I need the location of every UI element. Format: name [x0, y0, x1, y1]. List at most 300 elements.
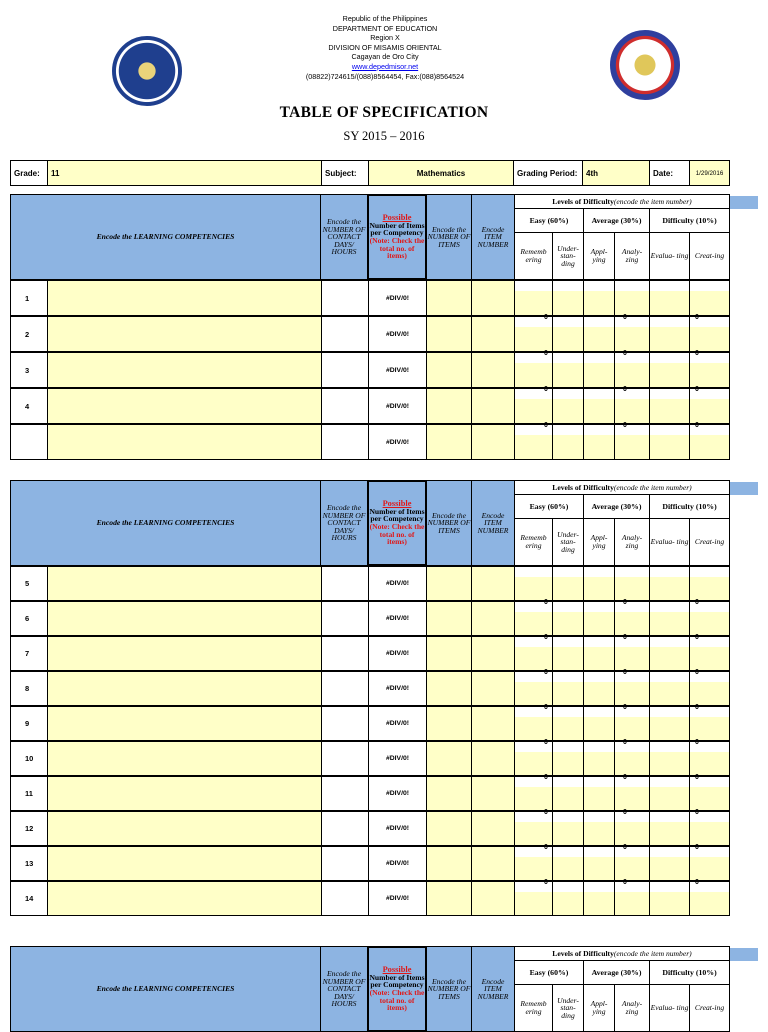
zero-value: 0 — [623, 774, 627, 781]
header-levels-of-difficulty — [514, 946, 730, 961]
number-of-items-field[interactable] — [426, 566, 472, 601]
level-cell[interactable] — [583, 424, 615, 460]
level-cell[interactable] — [583, 388, 615, 424]
zero-value: 0 — [544, 704, 548, 711]
competency-field[interactable] — [47, 280, 322, 316]
possible-items-value: #DIV/0! — [368, 388, 427, 424]
row-number: 10 — [10, 741, 48, 776]
header-possible-items — [367, 194, 427, 280]
zero-value: 0 — [544, 669, 548, 676]
table-row — [10, 636, 730, 671]
level-cell[interactable] — [614, 601, 650, 636]
level-cell[interactable] — [689, 280, 730, 316]
zero-value: 0 — [623, 879, 627, 886]
level-cell[interactable] — [689, 811, 730, 846]
levels-title-text: Levels of Difficulty — [552, 482, 614, 492]
zero-value: 0 — [695, 422, 699, 429]
level-cell[interactable] — [583, 601, 615, 636]
letterhead-line: DEPARTMENT OF EDUCATION — [332, 23, 438, 33]
header-levels-of-difficulty — [514, 480, 730, 495]
possible-items-value: #DIV/0! — [368, 316, 427, 352]
competency-field[interactable] — [47, 706, 322, 741]
header-extra-tab — [730, 482, 758, 495]
contact-hours-field[interactable] — [321, 316, 369, 352]
level-cell[interactable] — [583, 811, 615, 846]
level-cell[interactable] — [552, 388, 584, 424]
number-of-items-field[interactable] — [426, 424, 472, 460]
level-cell[interactable] — [689, 566, 730, 601]
number-of-items-field[interactable] — [426, 388, 472, 424]
header-item-number: Encode ITEM NUMBER — [471, 194, 515, 280]
header-applying: Appl- ying — [583, 518, 615, 566]
level-cell[interactable] — [514, 636, 553, 671]
possible-items-value: #DIV/0! — [368, 671, 427, 706]
level-cell[interactable] — [649, 388, 690, 424]
level-cell[interactable] — [649, 846, 690, 881]
level-cell[interactable] — [689, 388, 730, 424]
level-cell[interactable] — [583, 352, 615, 388]
level-cell[interactable] — [614, 566, 650, 601]
number-of-items-field[interactable] — [426, 706, 472, 741]
level-cell[interactable] — [583, 741, 615, 776]
row-number: 4 — [10, 388, 48, 424]
header-levels-of-difficulty — [514, 194, 730, 209]
item-number-field[interactable] — [471, 352, 515, 388]
level-cell[interactable] — [514, 811, 553, 846]
zero-value: 0 — [695, 704, 699, 711]
competency-field[interactable] — [47, 636, 322, 671]
school-year: SY 2015 – 2016 — [343, 129, 425, 143]
header-analyzing: Analy- zing — [614, 518, 650, 566]
item-number-field[interactable] — [471, 671, 515, 706]
possible-title: Possible — [382, 965, 412, 975]
header-remembering: Rememb ering — [514, 984, 553, 1032]
header-applying: Appl- ying — [583, 232, 615, 280]
header-remembering: Rememb ering — [514, 232, 553, 280]
document-title: TABLE OF SPECIFICATION — [279, 104, 489, 121]
possible-items-value: #DIV/0! — [368, 776, 427, 811]
level-cell[interactable] — [649, 881, 690, 916]
number-of-items-field[interactable] — [426, 636, 472, 671]
level-cell[interactable] — [552, 706, 584, 741]
level-cell[interactable] — [649, 352, 690, 388]
contact-hours-field[interactable] — [321, 776, 369, 811]
grading-period-label: Grading Period: — [513, 160, 583, 186]
item-number-field[interactable] — [471, 280, 515, 316]
competency-field[interactable] — [47, 316, 322, 352]
item-number-field[interactable] — [471, 601, 515, 636]
header-creating: Creat-ing — [689, 232, 730, 280]
level-cell[interactable] — [689, 601, 730, 636]
level-cell[interactable] — [614, 881, 650, 916]
zero-value: 0 — [623, 669, 627, 676]
header-difficulty: Difficulty (10%) — [649, 494, 730, 519]
zero-value: 0 — [695, 774, 699, 781]
possible-items-value: #DIV/0! — [368, 811, 427, 846]
zero-value: 0 — [695, 844, 699, 851]
level-cell[interactable] — [689, 706, 730, 741]
level-cell[interactable] — [649, 636, 690, 671]
zero-value: 0 — [623, 386, 627, 393]
item-number-field[interactable] — [471, 388, 515, 424]
header-evaluating: Evalua- ting — [649, 518, 690, 566]
level-cell[interactable] — [552, 741, 584, 776]
zero-value: 0 — [544, 634, 548, 641]
zero-value: 0 — [695, 386, 699, 393]
zero-value: 0 — [623, 350, 627, 357]
level-cell[interactable] — [514, 566, 553, 601]
level-cell[interactable] — [614, 776, 650, 811]
level-cell[interactable] — [649, 811, 690, 846]
level-cell[interactable] — [614, 811, 650, 846]
letterhead-line: Republic of the Philippines — [342, 14, 428, 23]
contact-hours-field[interactable] — [321, 881, 369, 916]
level-cell[interactable] — [552, 636, 584, 671]
competency-field[interactable] — [47, 776, 322, 811]
level-cell[interactable] — [689, 776, 730, 811]
level-cell[interactable] — [514, 280, 553, 316]
level-cell[interactable] — [614, 424, 650, 460]
row-number: 12 — [10, 811, 48, 846]
competency-field[interactable] — [47, 601, 322, 636]
levels-note: (encode the item number) — [613, 196, 692, 206]
item-number-field[interactable] — [471, 811, 515, 846]
level-cell[interactable] — [614, 741, 650, 776]
competency-field[interactable] — [47, 741, 322, 776]
row-number: 7 — [10, 636, 48, 671]
level-cell[interactable] — [649, 316, 690, 352]
zero-value: 0 — [544, 350, 548, 357]
contact-hours-field[interactable] — [321, 424, 369, 460]
level-cell[interactable] — [514, 388, 553, 424]
possible-items-value: #DIV/0! — [368, 352, 427, 388]
level-cell[interactable] — [649, 776, 690, 811]
level-cell[interactable] — [689, 881, 730, 916]
level-cell[interactable] — [552, 671, 584, 706]
row-number: 13 — [10, 846, 48, 881]
letterhead-line: Cagayan de Oro City — [351, 52, 419, 62]
contact-hours-field[interactable] — [321, 706, 369, 741]
level-cell[interactable] — [552, 811, 584, 846]
header-average: Average (30%) — [583, 208, 650, 233]
row-number: 6 — [10, 601, 48, 636]
possible-note: (Note: Check the total no. of items) — [369, 988, 425, 1013]
competency-field[interactable] — [47, 846, 322, 881]
competency-field[interactable] — [47, 566, 322, 601]
header-item-number: Encode ITEM NUMBER — [471, 480, 515, 566]
contact-hours-field[interactable] — [321, 811, 369, 846]
header-possible-items — [367, 946, 427, 1032]
level-cell[interactable] — [552, 566, 584, 601]
level-cell[interactable] — [514, 352, 553, 388]
level-cell[interactable] — [649, 601, 690, 636]
zero-value: 0 — [623, 809, 627, 816]
header-number-of-items: Encode the NUMBER OF ITEMS — [426, 946, 472, 1032]
level-cell[interactable] — [514, 601, 553, 636]
header-easy: Easy (60%) — [514, 208, 584, 233]
row-number: 1 — [10, 280, 48, 316]
header-learning-competencies: Encode the LEARNING COMPETENCIES — [10, 946, 321, 1032]
possible-items-value: #DIV/0! — [368, 424, 427, 460]
header-analyzing: Analy- zing — [614, 232, 650, 280]
level-cell[interactable] — [583, 881, 615, 916]
zero-value: 0 — [623, 844, 627, 851]
possible-body: Number of Items per Competency — [369, 220, 425, 238]
level-cell[interactable] — [649, 706, 690, 741]
level-cell[interactable] — [583, 316, 615, 352]
header-extra-tab — [730, 196, 758, 209]
header-learning-competencies: Encode the LEARNING COMPETENCIES — [10, 194, 321, 280]
level-cell[interactable] — [614, 388, 650, 424]
row-number: 3 — [10, 352, 48, 388]
website-link[interactable]: www.depedmisor.net — [351, 61, 419, 71]
row-number: 9 — [10, 706, 48, 741]
number-of-items-field[interactable] — [426, 601, 472, 636]
level-cell[interactable] — [614, 316, 650, 352]
contact-hours-field[interactable] — [321, 388, 369, 424]
subject-label: Subject: — [321, 160, 369, 186]
zero-value: 0 — [544, 599, 548, 606]
contact-hours-field[interactable] — [321, 566, 369, 601]
level-cell[interactable] — [689, 671, 730, 706]
row-number: 11 — [10, 776, 48, 811]
level-cell[interactable] — [649, 280, 690, 316]
level-cell[interactable] — [583, 706, 615, 741]
level-cell[interactable] — [614, 280, 650, 316]
zero-value: 0 — [544, 844, 548, 851]
zero-value: 0 — [623, 634, 627, 641]
item-number-field[interactable] — [471, 846, 515, 881]
number-of-items-field[interactable] — [426, 280, 472, 316]
row-number: 5 — [10, 566, 48, 601]
competency-field[interactable] — [47, 388, 322, 424]
level-cell[interactable] — [583, 636, 615, 671]
level-cell[interactable] — [583, 671, 615, 706]
number-of-items-field[interactable] — [426, 811, 472, 846]
level-cell[interactable] — [514, 741, 553, 776]
contact-hours-field[interactable] — [321, 741, 369, 776]
zero-value: 0 — [623, 704, 627, 711]
level-cell[interactable] — [583, 846, 615, 881]
table-row — [10, 424, 730, 460]
level-cell[interactable] — [649, 566, 690, 601]
header-difficulty: Difficulty (10%) — [649, 208, 730, 233]
levels-title-text: Levels of Difficulty — [552, 196, 614, 206]
competency-field[interactable] — [47, 424, 322, 460]
level-cell[interactable] — [583, 776, 615, 811]
competency-field[interactable] — [47, 671, 322, 706]
grade-label: Grade: — [10, 160, 48, 186]
possible-title: Possible — [382, 499, 412, 509]
level-cell[interactable] — [614, 846, 650, 881]
item-number-field[interactable] — [471, 316, 515, 352]
level-cell[interactable] — [514, 846, 553, 881]
item-number-field[interactable] — [471, 424, 515, 460]
header-learning-competencies: Encode the LEARNING COMPETENCIES — [10, 480, 321, 566]
level-cell[interactable] — [552, 881, 584, 916]
contact-hours-field[interactable] — [321, 636, 369, 671]
level-cell[interactable] — [614, 706, 650, 741]
table-row — [10, 776, 730, 811]
level-cell[interactable] — [689, 316, 730, 352]
row-number — [10, 424, 48, 460]
level-cell[interactable] — [583, 280, 615, 316]
number-of-items-field[interactable] — [426, 846, 472, 881]
level-cell[interactable] — [552, 846, 584, 881]
header-remembering: Rememb ering — [514, 518, 553, 566]
level-cell[interactable] — [649, 424, 690, 460]
header-item-number: Encode ITEM NUMBER — [471, 946, 515, 1032]
competency-field[interactable] — [47, 352, 322, 388]
header-applying: Appl- ying — [583, 984, 615, 1032]
deped-seal-right — [610, 30, 680, 100]
level-cell[interactable] — [514, 424, 553, 460]
contact-hours-field[interactable] — [321, 352, 369, 388]
table-row — [10, 388, 730, 424]
level-cell[interactable] — [552, 776, 584, 811]
table-row — [10, 316, 730, 352]
number-of-items-field[interactable] — [426, 352, 472, 388]
zero-value: 0 — [695, 314, 699, 321]
item-number-field[interactable] — [471, 776, 515, 811]
table-row — [10, 352, 730, 388]
zero-value: 0 — [544, 386, 548, 393]
possible-items-value: #DIV/0! — [368, 601, 427, 636]
contact-hours-field[interactable] — [321, 280, 369, 316]
possible-items-value: #DIV/0! — [368, 636, 427, 671]
item-number-field[interactable] — [471, 706, 515, 741]
level-cell[interactable] — [514, 776, 553, 811]
level-cell[interactable] — [689, 352, 730, 388]
item-number-field[interactable] — [471, 741, 515, 776]
level-cell[interactable] — [689, 636, 730, 671]
level-cell[interactable] — [514, 316, 553, 352]
header-number-of-items: Encode the NUMBER OF ITEMS — [426, 480, 472, 566]
zero-value: 0 — [623, 314, 627, 321]
zero-value: 0 — [695, 739, 699, 746]
table-row — [10, 846, 730, 881]
level-cell[interactable] — [552, 424, 584, 460]
levels-note: (encode the item number) — [613, 482, 692, 492]
letterhead-line: DIVISION OF MISAMIS ORIENTAL — [328, 42, 442, 52]
table-row — [10, 280, 730, 316]
zero-value: 0 — [544, 314, 548, 321]
header-contact-hours: Encode the NUMBER OF CONTACT DAYS/ HOURS — [320, 480, 368, 566]
zero-value: 0 — [695, 599, 699, 606]
row-number: 14 — [10, 881, 48, 916]
level-cell[interactable] — [552, 316, 584, 352]
level-cell[interactable] — [552, 280, 584, 316]
contact-hours-field[interactable] — [321, 846, 369, 881]
item-number-field[interactable] — [471, 881, 515, 916]
level-cell[interactable] — [552, 601, 584, 636]
zero-value: 0 — [623, 599, 627, 606]
letterhead-line: Region X — [370, 33, 400, 43]
competency-field[interactable] — [47, 881, 322, 916]
number-of-items-field[interactable] — [426, 776, 472, 811]
level-cell[interactable] — [614, 352, 650, 388]
header-possible-items — [367, 480, 427, 566]
header-easy: Easy (60%) — [514, 960, 584, 985]
levels-title-text: Levels of Difficulty — [552, 948, 614, 958]
date-field[interactable]: 1/29/2016 — [689, 160, 730, 186]
contact-line: (08822)724615/(088)8564454, Fax:(088)8564524 — [305, 71, 465, 81]
specification-table — [10, 194, 730, 446]
header-extra-tab — [730, 948, 758, 961]
header-contact-hours: Encode the NUMBER OF CONTACT DAYS/ HOURS — [320, 194, 368, 280]
possible-note: (Note: Check the total no. of items) — [369, 522, 425, 547]
possible-body: Number of Items per Competency — [369, 506, 425, 524]
zero-value: 0 — [695, 669, 699, 676]
header-creating: Creat-ing — [689, 984, 730, 1032]
contact-hours-field[interactable] — [321, 601, 369, 636]
possible-items-value: #DIV/0! — [368, 881, 427, 916]
header-average: Average (30%) — [583, 494, 650, 519]
number-of-items-field[interactable] — [426, 881, 472, 916]
zero-value: 0 — [695, 879, 699, 886]
grade-field[interactable]: 11 — [47, 160, 322, 186]
possible-items-value: #DIV/0! — [368, 566, 427, 601]
competency-field[interactable] — [47, 811, 322, 846]
level-cell[interactable] — [614, 636, 650, 671]
possible-body: Number of Items per Competency — [369, 972, 425, 990]
item-number-field[interactable] — [471, 636, 515, 671]
level-cell[interactable] — [689, 741, 730, 776]
zero-value: 0 — [695, 809, 699, 816]
table-row — [10, 881, 730, 916]
item-number-field[interactable] — [471, 566, 515, 601]
level-cell[interactable] — [552, 352, 584, 388]
table-row — [10, 601, 730, 636]
table-row — [10, 811, 730, 846]
table-row — [10, 566, 730, 601]
possible-items-value: #DIV/0! — [368, 741, 427, 776]
level-cell[interactable] — [649, 671, 690, 706]
deped-seal-left — [112, 36, 182, 106]
header-evaluating: Evalua- ting — [649, 232, 690, 280]
subject-field[interactable]: Mathematics — [368, 160, 514, 186]
header-evaluating: Evalua- ting — [649, 984, 690, 1032]
header-understanding: Under- stan- ding — [552, 984, 584, 1032]
zero-value: 0 — [544, 879, 548, 886]
possible-note: (Note: Check the total no. of items) — [369, 236, 425, 261]
level-cell[interactable] — [514, 671, 553, 706]
row-number: 2 — [10, 316, 48, 352]
level-cell[interactable] — [514, 881, 553, 916]
grading-period-field[interactable]: 4th — [582, 160, 650, 186]
contact-hours-field[interactable] — [321, 671, 369, 706]
row-number: 8 — [10, 671, 48, 706]
zero-value: 0 — [544, 809, 548, 816]
level-cell[interactable] — [689, 846, 730, 881]
header-number-of-items: Encode the NUMBER OF ITEMS — [426, 194, 472, 280]
level-cell[interactable] — [614, 671, 650, 706]
zero-value: 0 — [544, 774, 548, 781]
number-of-items-field[interactable] — [426, 741, 472, 776]
possible-items-value: #DIV/0! — [368, 846, 427, 881]
number-of-items-field[interactable] — [426, 671, 472, 706]
level-cell[interactable] — [689, 424, 730, 460]
possible-items-value: #DIV/0! — [368, 280, 427, 316]
header-average: Average (30%) — [583, 960, 650, 985]
level-cell[interactable] — [649, 741, 690, 776]
zero-value: 0 — [695, 350, 699, 357]
number-of-items-field[interactable] — [426, 316, 472, 352]
levels-note: (encode the item number) — [613, 948, 692, 958]
level-cell[interactable] — [583, 566, 615, 601]
level-cell[interactable] — [514, 706, 553, 741]
zero-value: 0 — [544, 422, 548, 429]
